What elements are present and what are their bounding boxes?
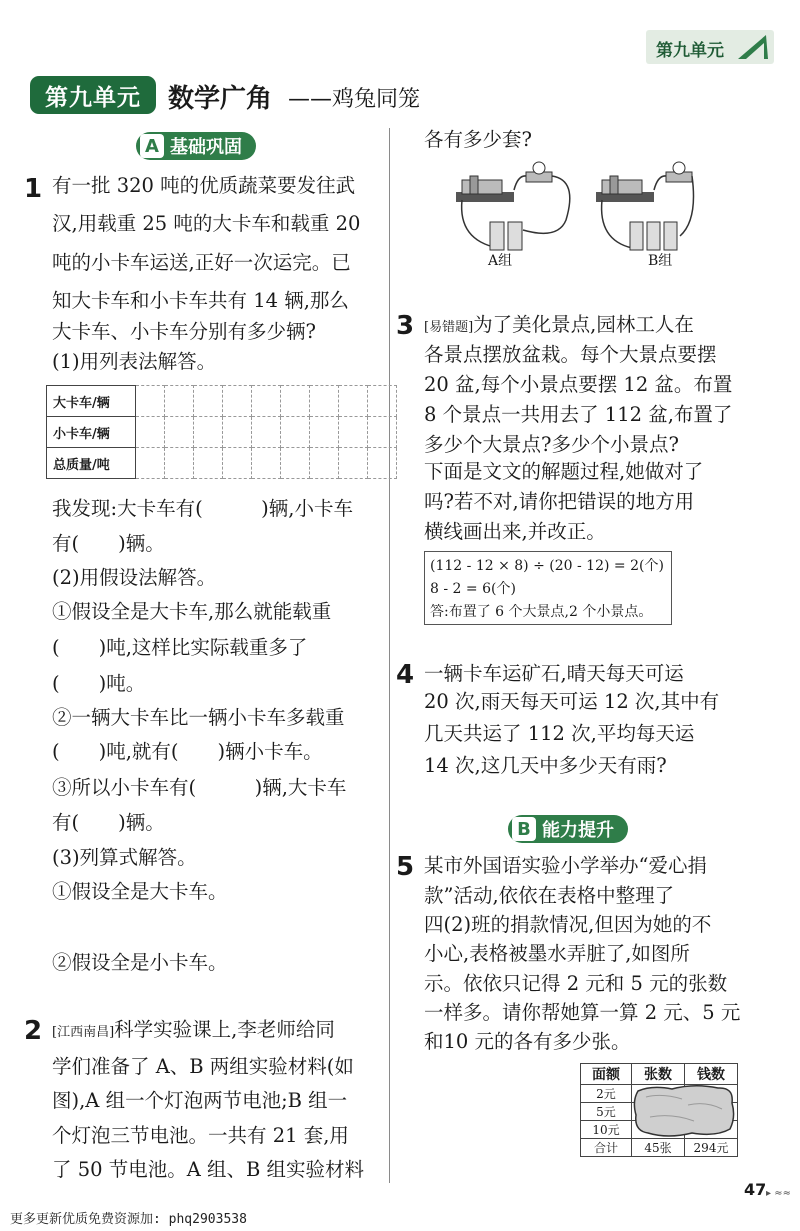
table-row-label: 总质量/吨 <box>47 448 136 479</box>
section-a-label: 基础巩固 <box>170 137 242 158</box>
question-line: (3)列算式解答。 <box>52 846 197 869</box>
work-line: 答:布置了 6 个大景点,2 个小景点。 <box>430 604 653 620</box>
table-header: 面额 <box>581 1064 632 1085</box>
unit-header-tab <box>646 30 774 64</box>
table-cell[interactable] <box>252 386 281 417</box>
unit-badge: 第九单元 <box>30 76 156 114</box>
table-row-label: 10元 <box>581 1121 632 1139</box>
section-a-letter: A <box>140 134 164 158</box>
question-line: 有( )辆。 <box>52 811 165 834</box>
question-line: 一辆卡车运矿石,晴天每天可运 <box>424 662 684 685</box>
question-line <box>424 313 694 336</box>
table-row-label: 5元 <box>581 1103 632 1121</box>
table-cell[interactable] <box>310 386 339 417</box>
question-line-text: 为了美化景点,园林工人在 <box>473 313 694 336</box>
question-line: 多少个大景点?多少个小景点? <box>424 433 679 456</box>
source-tag: [江西南昌] <box>52 1025 115 1040</box>
table-cell[interactable] <box>194 448 223 479</box>
question-line: 汉,用载重 25 吨的大卡车和载重 20 <box>52 212 361 235</box>
question-line: 示。依依只记得 2 元和 5 元的张数 <box>424 972 728 995</box>
error-prone-tag: [易错题] <box>424 320 474 335</box>
question-line: ①假设全是大卡车,那么就能载重 <box>52 600 332 623</box>
section-b-badge <box>508 815 628 843</box>
question-line: 了 50 节电池。A 组、B 组实验材料 <box>52 1158 365 1181</box>
question-line: (2)用假设法解答。 <box>52 566 217 589</box>
student-work-box <box>424 551 672 625</box>
table-cell[interactable] <box>368 448 397 479</box>
table-total-label: 合计 <box>581 1139 632 1157</box>
question-3-number: 3 <box>396 311 415 341</box>
table-cell[interactable] <box>339 417 368 448</box>
table-cell[interactable] <box>368 417 397 448</box>
question-line: 和10 元的各有多少张。 <box>424 1030 631 1053</box>
question-line: 几天共运了 112 次,平均每天运 <box>424 722 695 745</box>
table-total-money: 294元 <box>685 1139 738 1157</box>
question-line: ②一辆大卡车比一辆小卡车多载重 <box>52 706 345 729</box>
work-line: 8 - 2 = 6(个) <box>430 581 516 597</box>
table-cell[interactable] <box>368 386 397 417</box>
page-number: 47 <box>744 1180 767 1199</box>
question-line: 小心,表格被墨水弄脏了,如图所 <box>424 942 690 965</box>
footer-note: 更多更新优质免费资源加: phq2903538 <box>10 1212 247 1227</box>
table-cell[interactable] <box>281 386 310 417</box>
question-line: 20 盆,每个小景点要摆 12 盆。布置 <box>424 373 733 396</box>
question-line: 大卡车、小卡车分别有多少辆? <box>52 320 316 343</box>
section-a-badge <box>136 132 256 160</box>
question-line: 款”活动,依依在表格中整理了 <box>424 884 675 907</box>
question-line: 吗?若不对,请你把错误的地方用 <box>424 490 695 513</box>
question-line <box>52 1018 335 1041</box>
question-line-text: 科学实验课上,李老师给同 <box>114 1018 335 1041</box>
table-cell[interactable] <box>136 417 165 448</box>
question-line: ①假设全是大卡车。 <box>52 880 228 903</box>
ruler-decoration-icon <box>736 33 770 61</box>
question-line: 20 次,雨天每天可运 12 次,其中有 <box>424 690 720 713</box>
table-cell[interactable] <box>194 417 223 448</box>
table-row-label: 小卡车/辆 <box>47 417 136 448</box>
question-line: 一样多。请你帮她算一算 2 元、5 元 <box>424 1001 741 1024</box>
question-5-number: 5 <box>396 852 415 882</box>
group-a-label: A组 <box>488 253 513 269</box>
question-line: 有一批 320 吨的优质蔬菜要发往武 <box>52 174 356 197</box>
table-cell[interactable] <box>281 417 310 448</box>
question-line: 图),A 组一个灯泡两节电池;B 组一 <box>52 1089 348 1112</box>
question-line: 横线画出来,并改正。 <box>424 520 606 543</box>
question-line: ( )吨,这样比实际载重多了 <box>52 636 308 659</box>
truck-listing-table <box>46 385 397 479</box>
unit-tab-label: 第九单元 <box>656 41 724 61</box>
table-header: 张数 <box>632 1064 685 1085</box>
question-1-number: 1 <box>24 174 43 204</box>
table-header: 钱数 <box>685 1064 738 1085</box>
circuit-group-b-icon <box>596 162 694 250</box>
question-line: 知大卡车和小卡车共有 14 辆,那么 <box>52 289 349 312</box>
ink-stain-icon <box>632 1083 738 1139</box>
question-line: ②假设全是小卡车。 <box>52 951 228 974</box>
table-row-label: 2元 <box>581 1085 632 1103</box>
question-line: ( )吨。 <box>52 672 146 695</box>
table-cell[interactable] <box>310 417 339 448</box>
table-cell[interactable] <box>310 448 339 479</box>
question-line: (1)用列表法解答。 <box>52 350 217 373</box>
page-title: 数学广角 <box>168 84 273 114</box>
table-cell[interactable] <box>281 448 310 479</box>
question-line: 吨的小卡车运送,正好一次运完。已 <box>52 251 351 274</box>
table-cell[interactable] <box>223 448 252 479</box>
table-cell[interactable] <box>165 386 194 417</box>
table-cell[interactable] <box>223 417 252 448</box>
question-line: 学们准备了 A、B 两组实验材料(如 <box>52 1055 354 1078</box>
table-cell[interactable] <box>223 386 252 417</box>
question-line: 有( )辆。 <box>52 532 165 555</box>
section-b-letter: B <box>512 817 536 841</box>
question-line: ( )吨,就有( )辆小卡车。 <box>52 740 323 763</box>
table-cell[interactable] <box>339 448 368 479</box>
question-line: 14 次,这几天中多少天有雨? <box>424 754 667 777</box>
page-subtitle: ——鸡兔同笼 <box>288 87 421 112</box>
page-corner-ornament: ▸ ≈≈ <box>766 1188 791 1199</box>
question-line: ③所以小卡车有( )辆,大卡车 <box>52 776 347 799</box>
table-cell[interactable] <box>136 386 165 417</box>
question-line: 个灯泡三节电池。一共有 21 套,用 <box>52 1124 349 1147</box>
group-b-label: B组 <box>648 253 673 269</box>
table-cell[interactable] <box>136 448 165 479</box>
table-row-label: 大卡车/辆 <box>47 386 136 417</box>
table-cell[interactable] <box>165 417 194 448</box>
question-2-number: 2 <box>24 1016 43 1046</box>
table-cell[interactable] <box>339 386 368 417</box>
question-line: 各有多少套? <box>424 128 532 151</box>
table-total-count: 45张 <box>632 1139 685 1157</box>
question-line: 某市外国语实验小学举办“爱心捐 <box>424 854 707 877</box>
table-cell[interactable] <box>194 386 223 417</box>
circuit-group-a-icon <box>456 162 570 250</box>
column-divider <box>389 128 390 1183</box>
table-cell[interactable] <box>252 448 281 479</box>
question-line: 我发现:大卡车有( )辆,小卡车 <box>52 497 353 520</box>
question-4-number: 4 <box>396 660 415 690</box>
section-b-label: 能力提升 <box>542 820 614 841</box>
table-cell[interactable] <box>165 448 194 479</box>
question-line: 8 个景点一共用去了 112 盆,布置了 <box>424 403 733 426</box>
question-line: 各景点摆放盆栽。每个大景点要摆 <box>424 343 717 366</box>
work-line: (112 - 12 × 8) ÷ (20 - 12) = 2(个) <box>430 558 664 574</box>
table-cell[interactable] <box>252 417 281 448</box>
question-line: 下面是文文的解题过程,她做对了 <box>424 460 704 483</box>
question-line: 四(2)班的捐款情况,但因为她的不 <box>424 913 712 936</box>
